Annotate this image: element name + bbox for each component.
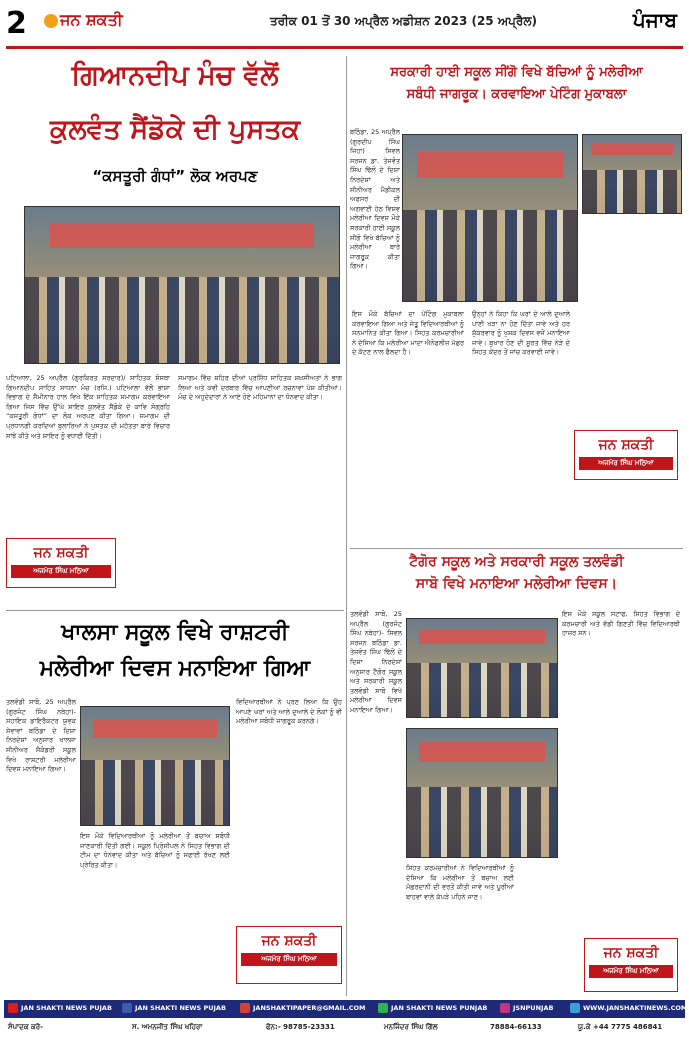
ad-1-strip: ਅਜਮੇਰ ਸਿੰਘ ਮਠਿਆ bbox=[579, 457, 673, 470]
youtube-label: JAN SHAKTI NEWS PUJAB bbox=[21, 1004, 112, 1012]
section-name: ਪੰਜਾਬ bbox=[632, 8, 677, 32]
article-1-headline-line2: ਕੁਲਵੰਤ ਸੈਂਡੋਕੇ ਦੀ ਪੁਸਤਕ bbox=[49, 114, 301, 145]
credits-bar bbox=[4, 1020, 685, 1038]
header-rule bbox=[6, 46, 683, 49]
facebook-label: JAN SHAKTI NEWS PUJAB bbox=[135, 1004, 226, 1012]
page-number: 2 bbox=[6, 6, 27, 41]
article-tagore-school bbox=[350, 548, 683, 996]
article-1-body-col2: ਸਮਾਗਮ ਵਿੱਚ ਸ਼ਹਿਰ ਦੀਆਂ ਪ੍ਰਸਿੱਧ ਸਾਹਿਤਕ ਸ਼ਖ਼ਸੀਅਤਾਂ ਨੇ ਭਾਗ ਲਿਆ ਅਤੇ ਕਵੀ ਦਰਬਾਰ ਵਿੱਚ ਆਪਣੀਆਂ ਰਚਨਾਵਾਂ ਪੇਸ਼ ਕੀਤੀਆਂ। ਮੰਚ ਦੇ ਅਹੁਦੇਦਾਰਾਂ ਨੇ ਆਏ ਹੋਏ ਮਹਿਮਾਨਾਂ ਦਾ ਧੰਨਵਾਦ ਕੀਤਾ। bbox=[178, 374, 342, 402]
article-2-body-col3: ਉਨ੍ਹਾਂ ਨੇ ਕਿਹਾ ਕਿ ਘਰਾਂ ਦੇ ਆਲੇ ਦੁਆਲੇ ਪਾਣੀ ਖੜਾ ਨਾ ਹੋਣ ਦਿੱਤਾ ਜਾਵੇ ਅਤੇ ਹਰ ਸ਼ੁੱਕਰਵਾਰ ਨੂੰ ਖੁਸ਼ਕ ਦਿਵਸ ਵਜੋਂ ਮਨਾਇਆ ਜਾਵੇ। ਬੁਖਾਰ ਹੋਣ ਦੀ ਸੂਰਤ ਵਿੱਚ ਨੇੜੇ ਦੇ ਸਿਹਤ ਕੇਂਦਰ ਤੋਂ ਜਾਂਚ ਕਰਵਾਈ ਜਾਵੇ। bbox=[472, 310, 570, 357]
editor-label: ਸੰਪਾਦਕ ਕਰੋ- bbox=[8, 1023, 44, 1031]
jan-shakti-ad-1[interactable] bbox=[574, 430, 678, 480]
article-2-body-col1: ਬਠਿੰਡਾ, 25 ਅਪ੍ਰੈਲ (ਗੁਰਦੀਪ ਸਿੰਘ ਜਿਹਾ) ਸਿਵਲ ਸਰਜਨ ਡਾ. ਤੇਜਵੰਤ ਸਿੰਘ ਢਿੱਲੋਂ ਦੇ ਦਿਸ਼ਾ ਨਿਰਦੇਸ਼ਾਂ ਅਤੇ ਸੀਨੀਅਰ ਮੈਡੀਕਲ ਅਫਸਰ ਦੀ ਅਗਵਾਈ ਹੇਠ ਵਿਸ਼ਵ ਮਲੇਰੀਆ ਦਿਵਸ ਮੌਕੇ ਸਰਕਾਰੀ ਹਾਈ ਸਕੂਲ ਸੀਂਗੋ ਵਿਖੇ ਬੱਚਿਆਂ ਨੂੰ ਮਲੇਰੀਆ ਬਾਰੇ ਜਾਗਰੂਕ ਕੀਤਾ ਗਿਆ। bbox=[350, 128, 400, 271]
manager-phone: 78884-66133 bbox=[490, 1023, 542, 1031]
ad-2-strip: ਅਜਮੇਰ ਸਿੰਘ ਮਠਿਆ bbox=[11, 565, 111, 578]
globe-icon bbox=[570, 1003, 580, 1013]
ad-2-logo: ਜਨ ਸ਼ਕਤੀ bbox=[33, 545, 89, 561]
article-3-body-col3: ਵਿਦਿਆਰਥੀਆਂ ਨੇ ਪ੍ਰਣ ਲਿਆ ਕਿ ਉਹ ਆਪਣੇ ਘਰਾਂ ਅਤੇ ਆਲੇ ਦੁਆਲੇ ਦੇ ਲੋਕਾਂ ਨੂੰ ਵੀ ਮਲੇਰੀਆ ਸਬੰਧੀ ਜਾਗਰੂਕ ਕਰਨਗੇ। bbox=[236, 698, 342, 726]
article-3-photo bbox=[80, 706, 230, 826]
article-2-photo bbox=[402, 134, 578, 302]
ad-1-logo: ਜਨ ਸ਼ਕਤੀ bbox=[598, 437, 654, 453]
manager-name: ਮਨਜਿੰਦਰ ਸਿੰਘ ਗਿੱਲ bbox=[384, 1023, 438, 1031]
email-icon bbox=[240, 1003, 250, 1013]
website-label: WWW.JANSHAKTINEWS.COM bbox=[583, 1004, 688, 1012]
article-gyandeep bbox=[6, 56, 344, 616]
article-4-photo-2 bbox=[406, 728, 558, 858]
instagram-icon bbox=[500, 1003, 510, 1013]
editor-name: ਸ. ਅਮਨਜੀਤ ਸਿੰਘ ਖਹਿਰਾ bbox=[132, 1023, 203, 1031]
article-1-body-col1: ਪਟਿਆਲਾ, 25 ਅਪ੍ਰੈਲ (ਗੁਰਕਿਰਤ ਸਰਦਾਰ)/ ਸਾਹਿਤਕ ਸੰਸਥਾ ਗਿਆਨਦੀਪ ਸਾਹਿਤ ਸਾਧਨਾ ਮੰਚ (ਰਜਿ.) ਪਟਿਆਲਾ ਵੱਲੋਂ ਭਾਸ਼ਾ ਵਿਭਾਗ ਦੇ ਸੈਮੀਨਾਰ ਹਾਲ ਵਿਖੇ ਇੱਕ ਸਾਹਿਤਕ ਸਮਾਗਮ ਕਰਵਾਇਆ ਗਿਆ ਜਿਸ ਵਿੱਚ ਉੱਘੇ ਸ਼ਾਇਰ ਕੁਲਵੰਤ ਸੈਂਡੋਕੇ ਦੇ ਕਾਵਿ ਸੰਗ੍ਰਹਿ “ਕਸਤੂਰੀ ਗੰਧਾਂ” ਦਾ ਲੋਕ ਅਰਪਣ ਕੀਤਾ ਗਿਆ। ਸਮਾਗਮ ਦੀ ਪ੍ਰਧਾਨਗੀ ਕਰਦਿਆਂ ਬੁਲਾਰਿਆਂ ਨੇ ਪੁਸਤਕ ਦੀ ਮਹੱਤਤਾ ਬਾਰੇ ਵਿਚਾਰ ਸਾਂਝੇ ਕੀਤੇ ਅਤੇ ਸ਼ਾਇਰ ਨੂੰ ਵਧਾਈ ਦਿੱਤੀ। bbox=[6, 374, 170, 440]
email-label: JANSHAKTIPAPER@GMAIL.COM bbox=[253, 1004, 366, 1012]
jan-shakti-ad-3[interactable] bbox=[584, 938, 678, 992]
article-3-headline-line1: ਖਾਲਸਾ ਸਕੂਲ ਵਿਖੇ ਰਾਸ਼ਟਰੀ bbox=[61, 620, 289, 645]
ad-4-logo: ਜਨ ਸ਼ਕਤੀ bbox=[261, 933, 317, 949]
whatsapp-link[interactable] bbox=[378, 1003, 487, 1013]
article-1-headline-line1: ਗਿਆਨਦੀਪ ਮੰਚ ਵੱਲੋਂ bbox=[71, 60, 279, 91]
facebook-link[interactable] bbox=[122, 1003, 226, 1013]
article-4-body-col3: ਇਸ ਮੌਕੇ ਸਕੂਲ ਸਟਾਫ, ਸਿਹਤ ਵਿਭਾਗ ਦੇ ਕਰਮਚਾਰੀ ਅਤੇ ਵੱਡੀ ਗਿਣਤੀ ਵਿੱਚ ਵਿਦਿਆਰਥੀ ਹਾਜ਼ਰ ਸਨ। bbox=[562, 610, 680, 638]
facebook-icon bbox=[122, 1003, 132, 1013]
masthead-logo-text: ਜਨ ਸ਼ਕਤੀ bbox=[60, 10, 123, 29]
article-3-body-col1: ਤਲਵੰਡੀ ਸਾਬੋ, 25 ਅਪ੍ਰੈਲ (ਗੁਰਜੰਟ ਸਿੰਘ ਨਥੇਹਾ)- ਸਹਾਇਕ ਡਾਇਰੈਕਟਰ ਯੁਵਕ ਸੇਵਾਵਾਂ ਬਠਿੰਡਾ ਦੇ ਦਿਸ਼ਾ ਨਿਰਦੇਸ਼ਾਂ ਅਨੁਸਾਰ ਖਾਲਸਾ ਸੀਨੀਅਰ ਸੈਕੰਡਰੀ ਸਕੂਲ ਵਿਖੇ ਰਾਸ਼ਟਰੀ ਮਲੇਰੀਆ ਦਿਵਸ ਮਨਾਇਆ ਗਿਆ। bbox=[6, 698, 76, 774]
social-bar bbox=[4, 1000, 688, 1018]
article-2-photo-right bbox=[582, 134, 682, 214]
edition-date: ਤਰੀਕ 01 ਤੋਂ 30 ਅਪ੍ਰੈਲ ਅਡੀਸ਼ਨ 2023 (25 ਅਪ੍ਰੈਲ) bbox=[270, 14, 537, 28]
article-4-body-col2: ਸਿਹਤ ਕਰਮਚਾਰੀਆਂ ਨੇ ਵਿਦਿਆਰਥੀਆਂ ਨੂੰ ਦੱਸਿਆ ਕਿ ਮਲੇਰੀਆ ਤੋਂ ਬਚਾਅ ਲਈ ਮੱਛਰਦਾਨੀ ਦੀ ਵਰਤੋਂ ਕੀਤੀ ਜਾਵੇ ਅਤੇ ਪੂਰੀਆਂ ਬਾਹਵਾਂ ਵਾਲੇ ਕੱਪੜੇ ਪਹਿਨੇ ਜਾਣ। bbox=[406, 864, 514, 901]
whatsapp-label: JAN SHAKTI NEWS PUNJAB bbox=[391, 1004, 488, 1012]
email-link[interactable] bbox=[240, 1003, 365, 1013]
article-3-headline-line2: ਮਲੇਰੀਆ ਦਿਵਸ ਮਨਾਇਆ ਗਿਆ bbox=[39, 656, 311, 681]
editor-phone: ਫੋਨ:- 98785-23331 bbox=[266, 1023, 335, 1031]
instagram-link[interactable] bbox=[500, 1003, 553, 1013]
ad-3-strip: ਅਜਮੇਰ ਸਿੰਘ ਮਠਿਆ bbox=[589, 965, 673, 978]
article-khalsa-school bbox=[6, 610, 344, 996]
article-1-photo bbox=[24, 206, 340, 364]
article-1-subheadline: “ਕਸਤੂਰੀ ਗੰਧਾਂ” ਲੋਕ ਅਰਪਣ bbox=[92, 167, 258, 185]
whatsapp-icon bbox=[378, 1003, 388, 1013]
youtube-icon bbox=[8, 1003, 18, 1013]
article-2-body-col2: ਇਸ ਮੌਕੇ ਬੱਚਿਆਂ ਦਾ ਪੇਂਟਿੰਗ ਮੁਕਾਬਲਾ ਕਰਵਾਇਆ ਗਿਆ ਅਤੇ ਜੇਤੂ ਵਿਦਿਆਰਥੀਆਂ ਨੂੰ ਸਨਮਾਨਿਤ ਕੀਤਾ ਗਿਆ। ਸਿਹਤ ਕਰਮਚਾਰੀਆਂ ਨੇ ਦੱਸਿਆ ਕਿ ਮਲੇਰੀਆ ਮਾਦਾ ਐਨੋਫਲੀਜ਼ ਮੱਛਰ ਦੇ ਕੱਟਣ ਨਾਲ ਫੈਲਦਾ ਹੈ। bbox=[352, 310, 464, 357]
article-4-headline-line2: ਸਾਬੋ ਵਿਖੇ ਮਨਾਇਆ ਮਲੇਰੀਆ ਦਿਵਸ। bbox=[415, 576, 618, 592]
uk-phone: ਯੂ.ਕੇ +44 7775 486841 bbox=[578, 1023, 663, 1031]
article-2-headline-line1: ਸਰਕਾਰੀ ਹਾਈ ਸਕੂਲ ਸੀਂਗੋ ਵਿਖੇ ਬੱਚਿਆਂ ਨੂੰ ਮਲੇਰੀਆ bbox=[390, 65, 643, 80]
article-2-headline-line2: ਸਬੰਧੀ ਜਾਗਰੂਕ। ਕਰਵਾਇਆ ਪੇਟਿੰਗ ਮੁਕਾਬਲਾ bbox=[406, 87, 627, 102]
ad-4-strip: ਅਜਮੇਰ ਸਿੰਘ ਮਠਿਆ bbox=[241, 953, 337, 966]
page-footer bbox=[0, 1000, 689, 1043]
column-divider bbox=[346, 56, 347, 996]
jan-shakti-ad-2[interactable] bbox=[6, 538, 116, 588]
jan-shakti-ad-4[interactable] bbox=[236, 926, 342, 984]
masthead-logo bbox=[42, 10, 162, 38]
page-header bbox=[0, 0, 689, 50]
article-4-photo-1 bbox=[406, 618, 558, 718]
article-3-body-col2: ਇਸ ਮੌਕੇ ਵਿਦਿਆਰਥੀਆਂ ਨੂੰ ਮਲੇਰੀਆ ਤੋਂ ਬਚਾਅ ਸਬੰਧੀ ਜਾਣਕਾਰੀ ਦਿੱਤੀ ਗਈ। ਸਕੂਲ ਪ੍ਰਿੰਸੀਪਲ ਨੇ ਸਿਹਤ ਵਿਭਾਗ ਦੀ ਟੀਮ ਦਾ ਧੰਨਵਾਦ ਕੀਤਾ ਅਤੇ ਬੱਚਿਆਂ ਨੂੰ ਸਫਾਈ ਰੱਖਣ ਲਈ ਪ੍ਰੇਰਿਤ ਕੀਤਾ। bbox=[80, 832, 230, 869]
ad-3-logo: ਜਨ ਸ਼ਕਤੀ bbox=[603, 945, 659, 961]
website-link[interactable] bbox=[570, 1003, 687, 1013]
instagram-label: JSNPUNJAB bbox=[513, 1004, 554, 1012]
article-4-body-col1: ਤਲਵੰਡੀ ਸਾਬੋ, 25 ਅਪ੍ਰੈਲ (ਗੁਰਜੰਟ ਸਿੰਘ ਨਥੇਹਾ)- ਸਿਵਲ ਸਰਜਨ ਬਠਿੰਡਾ ਡਾ. ਤੇਜਵੰਤ ਸਿੰਘ ਢਿੱਲੋਂ ਦੇ ਦਿਸ਼ਾ ਨਿਰਦੇਸ਼ਾਂ ਅਨੁਸਾਰ ਟੈਗੋਰ ਸਕੂਲ ਅਤੇ ਸਰਕਾਰੀ ਸਕੂਲ ਤਲਵੰਡੀ ਸਾਬੋ ਵਿਖੇ ਮਲੇਰੀਆ ਦਿਵਸ ਮਨਾਇਆ ਗਿਆ। bbox=[350, 610, 402, 714]
youtube-link[interactable] bbox=[8, 1003, 112, 1013]
article-4-headline-line1: ਟੈਗੋਰ ਸਕੂਲ ਅਤੇ ਸਰਕਾਰੀ ਸਕੂਲ ਤਲਵੰਡੀ bbox=[409, 554, 624, 570]
